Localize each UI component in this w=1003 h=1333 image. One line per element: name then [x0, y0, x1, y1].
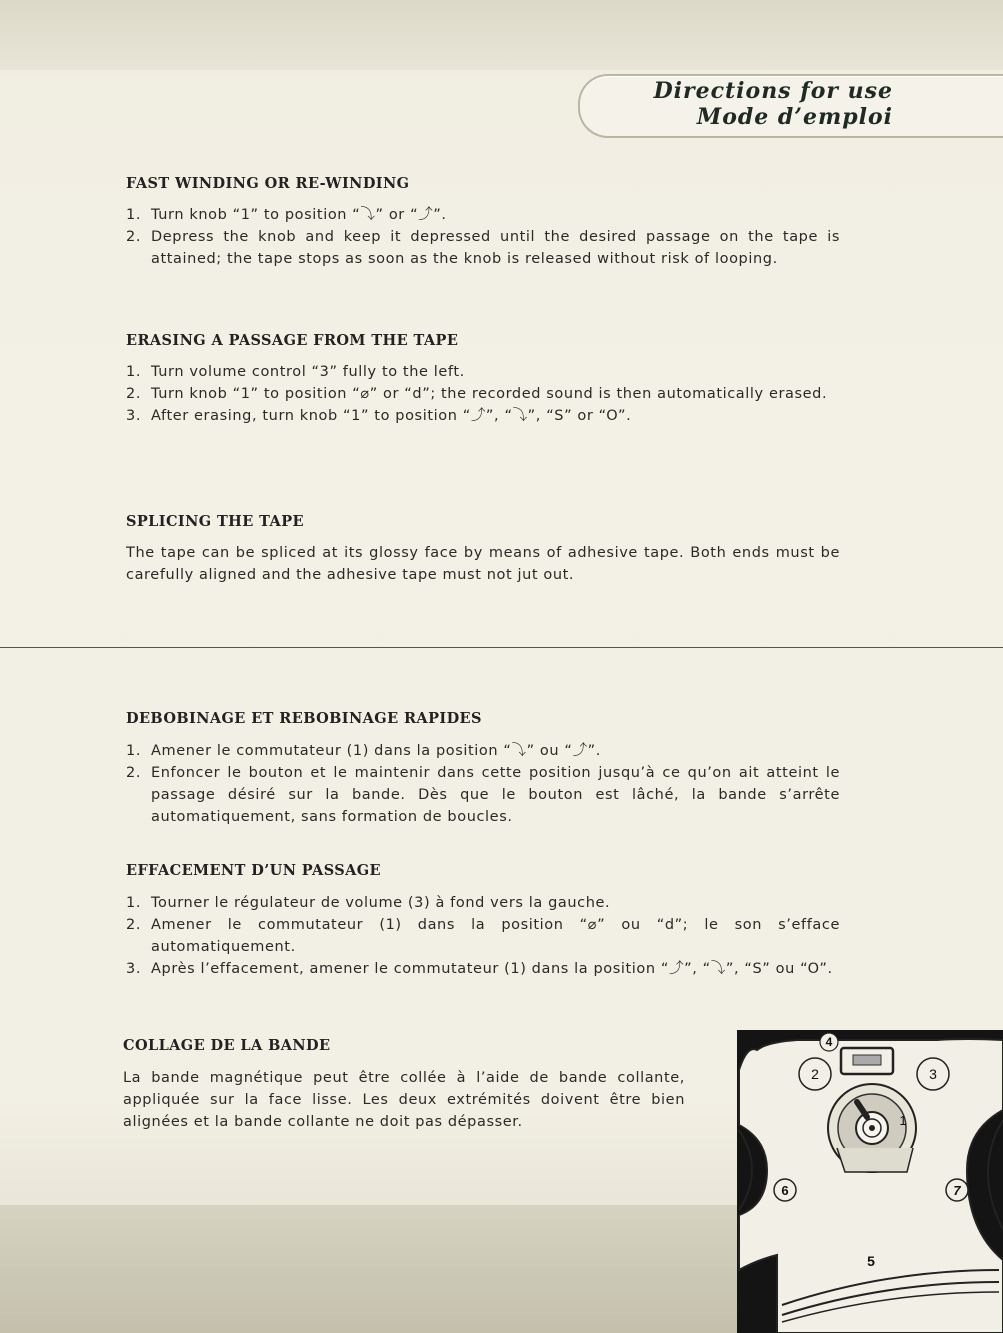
step-text: Enfoncer le bouton et le maintenir dans cette position jusqu’à ce qu’on ait atteint le passage désiré sur la bande. Dès que le bouton est lâché, la bande s’arrête automatiquement, sans formation de boucles. — [151, 765, 840, 825]
step-text: Depress the knob and keep it depressed until the desired passage on the tape is attained; the tape stops as soon as the knob is released without risk of looping. — [151, 229, 840, 267]
step-text: Turn knob “1” to position “⤵” or “⤴”. — [151, 207, 447, 223]
steps-effacement — [126, 892, 840, 980]
step-number: 2. — [126, 229, 142, 245]
list-item — [126, 740, 840, 762]
heading-debobinage: DEBOBINAGE ET REBOBINAGE RAPIDES — [126, 710, 482, 727]
step-text: Amener le commutateur (1) dans la position “⤵” ou “⤴”. — [151, 743, 601, 759]
heading-splicing: SPLICING THE TAPE — [126, 513, 304, 530]
list-item — [126, 204, 840, 226]
control-plate — [837, 1148, 913, 1172]
step-number: 1. — [126, 895, 142, 911]
label-7: 7 — [953, 1183, 961, 1198]
step-number: 3. — [126, 408, 142, 424]
section-divider — [0, 647, 1003, 648]
label-4: 4 — [825, 1035, 833, 1049]
control-4-window — [853, 1055, 881, 1065]
list-item — [126, 361, 840, 383]
left-reel-arc — [739, 1130, 752, 1210]
step-text: Turn knob “1” to position “⌀” or “d”; the recorded sound is then automatically erased. — [151, 386, 828, 402]
control-1-dot — [869, 1125, 875, 1131]
steps-debobinage — [126, 740, 840, 828]
paragraph-collage: La bande magnétique peut être collée à l’aide de bande collante, appliquée sur la face lisse. Les deux extrémités doivent être bien alignées et la bande collante ne doit pas dépasser. — [123, 1070, 685, 1130]
step-number: 1. — [126, 743, 142, 759]
label-1: 1 — [899, 1113, 907, 1128]
step-text: Après l’effacement, amener le commutateur (1) dans la position “⤴”, “⤵”, “S” ou “O”. — [151, 961, 833, 977]
label-6: 6 — [781, 1183, 789, 1198]
label-2: 2 — [811, 1066, 819, 1082]
list-item — [126, 914, 840, 958]
page-title — [654, 78, 893, 130]
step-text: After erasing, turn knob “1” to position “⤴”, “⤵”, “S” or “O”. — [151, 408, 632, 424]
label-5: 5 — [867, 1253, 875, 1269]
right-reel-arc — [988, 1120, 1003, 1230]
list-item — [126, 892, 840, 914]
list-item — [126, 762, 840, 828]
recorder-illustration — [737, 1030, 1003, 1333]
step-number: 1. — [126, 207, 142, 223]
title-french: Mode d’emploi — [696, 104, 893, 130]
heading-erasing: ERASING A PASSAGE FROM THE TAPE — [126, 332, 459, 349]
list-item — [126, 226, 840, 270]
steps-erasing — [126, 361, 840, 427]
list-item — [126, 383, 840, 405]
recorder-diagram — [737, 1030, 1003, 1333]
step-text: Turn volume control “3” fully to the left. — [151, 364, 465, 380]
step-number: 2. — [126, 765, 142, 781]
title-english: Directions for use — [653, 78, 893, 104]
step-number: 2. — [126, 917, 142, 933]
step-text: Amener le commutateur (1) dans la position “⌀” ou “d”; le son s’efface automatiquement. — [151, 917, 840, 955]
step-text: Tourner le régulateur de volume (3) à fond vers la gauche. — [151, 895, 611, 911]
heading-collage: COLLAGE DE LA BANDE — [123, 1037, 331, 1054]
step-number: 1. — [126, 364, 142, 380]
heading-fast-winding: FAST WINDING OR RE-WINDING — [126, 175, 410, 192]
step-number: 2. — [126, 386, 142, 402]
step-number: 3. — [126, 961, 142, 977]
top-band — [0, 0, 1003, 70]
list-item — [126, 405, 840, 427]
heading-effacement: EFFACEMENT D’UN PASSAGE — [126, 862, 382, 879]
paragraph-splicing: The tape can be spliced at its glossy face by means of adhesive tape. Both ends must be carefully aligned and the adhesive tape must not jut out. — [126, 545, 840, 583]
list-item — [126, 958, 840, 980]
label-3: 3 — [929, 1066, 937, 1082]
steps-fast-winding — [126, 204, 840, 270]
